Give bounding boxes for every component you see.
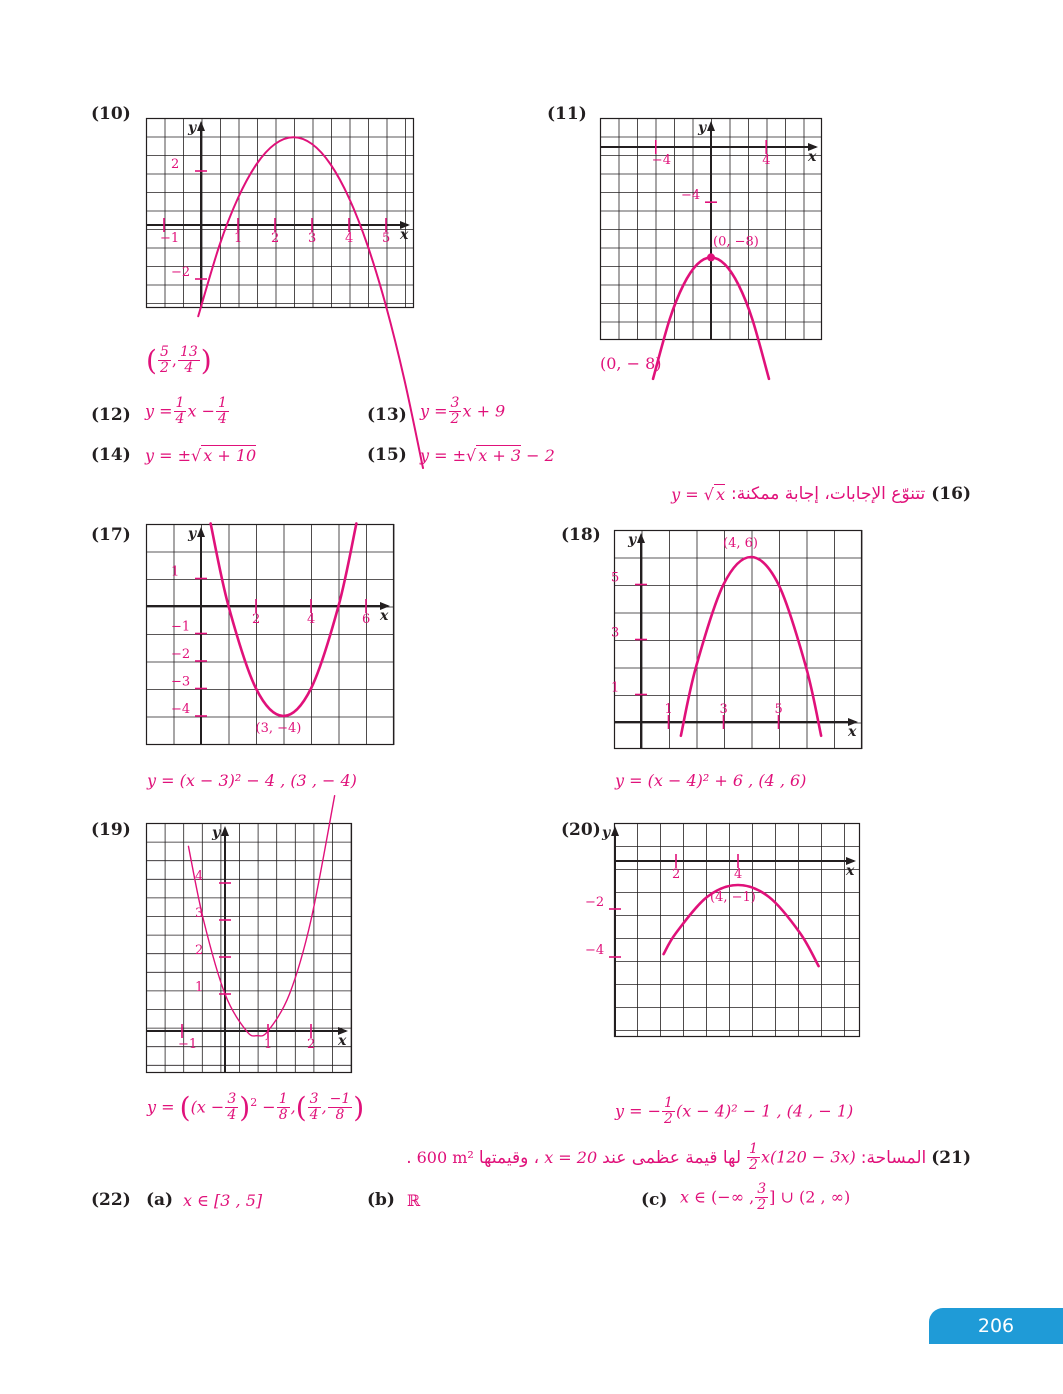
problem-11-answer: (0, − 8) — [600, 354, 662, 373]
x-axis-label: x — [808, 149, 817, 165]
vertex-label: (0, −8) — [713, 234, 759, 250]
x-tick-label: 6 — [362, 612, 371, 627]
problem-22a-answer: x ∈ [3 , 5] — [183, 1191, 263, 1210]
problem-19-answer: y = ((x − $\frac{3}{4}$ )$^2$ − $\frac{1}{8}$ ,( $\frac{3}{4}$ , $\frac{-1}{8}$ ) — [147, 1090, 365, 1124]
y-tick-label: −4 — [681, 188, 701, 204]
problem-12-answer: y = $\frac{1}{4}$ x − $\frac{1}{4}$ — [145, 395, 227, 428]
problem-21-text-mid: لها قيمة عظمى عند — [602, 1147, 742, 1168]
x-tick-label: 1 — [234, 231, 243, 246]
problem-10-answer: ( $\frac{5}{2}$ , $\frac{13}{4}$ ) — [146, 343, 212, 377]
graph-18 — [611, 530, 862, 749]
y-tick-label: −1 — [171, 619, 191, 635]
problem-21-end: . — [406, 1147, 412, 1168]
problem-18-number: (18) — [561, 525, 601, 545]
x-axis-label: x — [400, 227, 409, 243]
problem-16 — [671, 484, 971, 504]
x-axis-label: x — [380, 608, 389, 624]
y-axis-label: y — [628, 532, 637, 548]
problem-15-answer: y = ±√ x + 3 − 2 — [420, 446, 555, 465]
grid — [146, 823, 352, 1073]
problem-22c-answer: x ∈ (−∞ , $\frac{3}{2}$ ] ∪ (2 , ∞) — [680, 1181, 851, 1214]
y-axis-label: y — [188, 120, 197, 136]
y-axis-label: y — [212, 825, 221, 841]
problem-10-number: (10) — [91, 104, 131, 124]
problem-22-number: (22) — [91, 1190, 131, 1210]
problem-21-value: 600 m² — [416, 1148, 474, 1168]
x-tick-label: 5 — [382, 231, 391, 246]
problem-19-number: (19) — [91, 820, 131, 840]
problem-16-text: تتنوّع الإجابات، إجابة ممكنة: — [731, 484, 926, 504]
x-tick-label: 4 — [762, 153, 771, 168]
problem-22a-label: (a) — [146, 1190, 174, 1210]
problem-21 — [406, 1142, 971, 1174]
x-tick-label: 1 — [664, 702, 673, 717]
problem-21-x-value: x = 20 — [544, 1148, 598, 1168]
y-tick-label: 1 — [171, 564, 180, 580]
y-axis-arrow — [707, 121, 715, 131]
y-axis-arrow — [197, 527, 205, 537]
x-axis-label: x — [846, 863, 855, 879]
graph-frame — [615, 824, 860, 1037]
graph-19 — [146, 823, 352, 1073]
x-tick-label: 3 — [308, 231, 317, 246]
y-tick-label: −4 — [171, 702, 191, 717]
y-axis-arrow — [221, 826, 229, 836]
x-tick-label: 2 — [307, 1037, 316, 1052]
graph-20 — [585, 823, 860, 1037]
problem-22c-label: (c) — [641, 1190, 668, 1210]
parabola-curve — [681, 557, 821, 736]
problem-21-number: (21) — [931, 1147, 971, 1168]
problem-11-number: (11) — [547, 104, 587, 124]
y-tick-label: 1 — [195, 980, 204, 995]
x-tick-label: −1 — [160, 231, 180, 246]
y-tick-label: −2 — [171, 647, 191, 662]
y-axis-arrow — [611, 826, 619, 836]
problem-13-number: (13) — [367, 405, 407, 425]
x-tick-label: 2 — [672, 867, 681, 882]
y-tick-label: −2 — [171, 265, 191, 280]
x-tick-label: −1 — [178, 1037, 198, 1052]
parabola-curve — [188, 796, 334, 1036]
problem-22b-answer: ℝ — [407, 1191, 421, 1210]
y-axis-label: y — [188, 526, 197, 542]
x-tick-label: 2 — [252, 612, 261, 627]
problem-14-answer: y = ±√ x + 10 — [145, 446, 257, 465]
problem-13-answer: y = $\frac{3}{2}$ x + 9 — [420, 395, 506, 428]
graph-10 — [146, 118, 414, 308]
grid — [614, 823, 860, 1037]
problem-17-number: (17) — [91, 525, 131, 545]
vertex-label: (3, −4) — [255, 721, 302, 736]
x-axis-label: x — [848, 724, 857, 740]
vertex-label: (4, −1) — [710, 890, 756, 905]
problem-14-number: (14) — [91, 445, 131, 465]
vertex-point — [707, 253, 715, 261]
y-tick-label: −3 — [171, 674, 191, 690]
x-tick-label: 4 — [345, 231, 354, 246]
x-axis-label: x — [338, 1033, 347, 1049]
y-tick-label: 2 — [195, 943, 204, 958]
y-tick-label: 4 — [195, 869, 204, 884]
graph-17 — [146, 524, 394, 745]
problem-16-number: (16) — [931, 484, 971, 504]
page-number: 206 — [929, 1308, 1063, 1344]
y-axis-arrow — [197, 121, 205, 131]
problem-12-number: (12) — [91, 405, 131, 425]
x-tick-label: 5 — [774, 702, 783, 717]
problem-20-number: (20) — [561, 820, 601, 840]
y-tick-label: 1 — [611, 680, 620, 696]
x-tick-label: 3 — [719, 702, 728, 717]
x-tick-label: 2 — [271, 231, 280, 246]
y-tick-label: 3 — [195, 906, 204, 921]
problem-15-number: (15) — [367, 445, 407, 465]
problem-21-expression: $\frac{1}{2}$ x(120 − 3x) — [749, 1141, 856, 1174]
problem-22b-label: (b) — [367, 1190, 395, 1210]
y-tick-label: 2 — [171, 157, 180, 172]
y-tick-label: 5 — [611, 570, 620, 586]
problem-18-answer: y = (x − 4)² + 6 , (4 , 6) — [615, 771, 807, 790]
vertex-label: (4, 6) — [723, 536, 758, 551]
x-tick-label: −4 — [651, 153, 671, 168]
y-tick-label: −2 — [585, 895, 605, 910]
problem-16-answer: y = √ x — [671, 484, 726, 504]
x-tick-label: 4 — [734, 867, 743, 882]
y-axis-arrow — [637, 533, 645, 543]
problem-20-answer: y = − $\frac{1}{2}$ (x − 4)² − 1 , (4 , − 1) — [615, 1095, 854, 1128]
x-tick-label: 4 — [307, 612, 316, 627]
graph-11 — [600, 118, 822, 340]
problem-21-text-after: ، وقيمتها — [478, 1147, 540, 1168]
y-tick-label: 3 — [611, 625, 620, 641]
y-axis-label: y — [698, 120, 707, 136]
x-tick-label: 1 — [264, 1037, 273, 1052]
y-tick-label: −4 — [585, 943, 605, 958]
problem-21-text-before: المساحة: — [860, 1147, 927, 1168]
problem-17-answer: y = (x − 3)² − 4 , (3 , − 4) — [147, 771, 357, 790]
y-axis-label: y — [602, 825, 611, 841]
